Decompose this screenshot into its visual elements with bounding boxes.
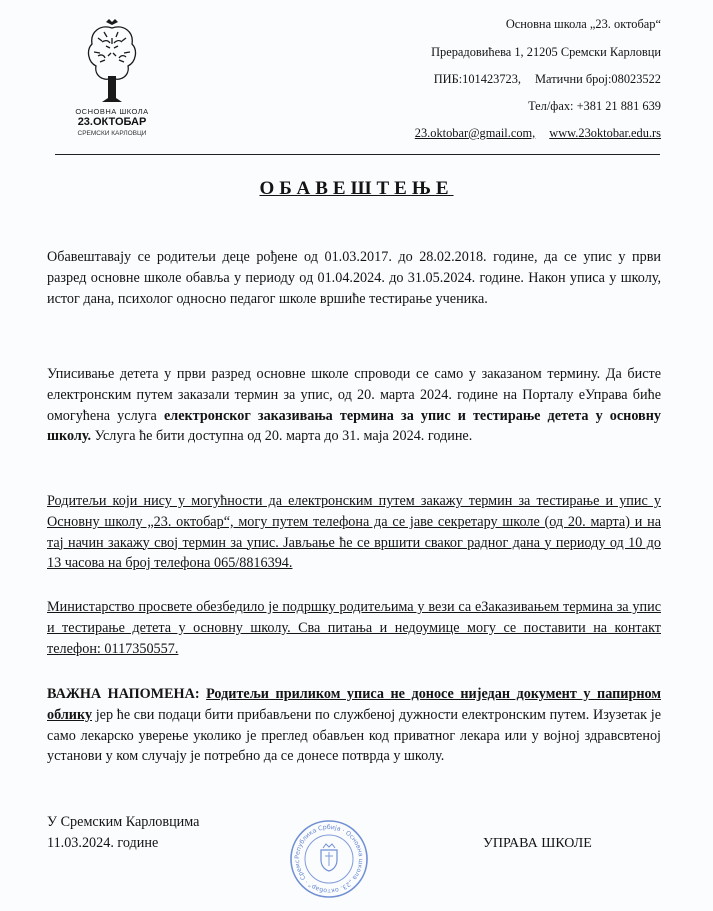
stamp-seal-icon xyxy=(288,818,370,900)
header-address: Прерадовићева 1, 21205 Сремски Карловци xyxy=(431,45,661,59)
header-ids xyxy=(434,72,661,87)
logo-school-name: 23.ОКТОБАР xyxy=(77,116,147,128)
paragraph-ministry-support: Министарство просвете обезбедило је подршку родитељима у вези са еЗаказивањем термина за упис и тестирање детета у основну школу. Сва питања и недоумице могу се поставити на контакт телефон: 0117350557. xyxy=(47,599,661,657)
header-phone: Тел/фах: +381 21 881 639 xyxy=(528,99,661,113)
signature-school-administration: УПРАВА ШКОЛЕ xyxy=(483,836,592,851)
paragraph-enrollment-period: Обавештавају се родитељи деце рођене од 01.03.2017. до 28.02.2018. године, да се упис у први разред основне школе обавља у периоду од 01.04.2024. до 31.05.2024. године. Након уписа у школу, истог дана, психолог односно педагог школе вршиће тестирање ученика. xyxy=(47,249,661,307)
header-school-name: Основна школа „23. октобар“ xyxy=(505,17,661,31)
important-note-highlight: Родитељи приликом уписа не доносе ниједан документ у папирном облику xyxy=(47,686,662,723)
school-logo xyxy=(62,18,162,136)
document-title-text: ОБАВЕШТЕЊЕ xyxy=(259,178,454,199)
paragraph-text: Услуга ће бити доступна од 20. марта до 31. маја 2024. године. xyxy=(91,428,473,445)
paragraph-online-scheduling xyxy=(47,364,661,447)
paragraph-emphasis: електронског заказивања термина за упис и тестирање детета у основну школу. xyxy=(47,407,661,445)
paragraph-phone-scheduling: Родитељи који нису у могућности да електронским путем закажу термин за тестирање и упис у Основну школу „23. октобар“, могу путем телефона да се јаве секретару школе (од 20. марта) и на тај начин закажу свој термин за упис. Јављање ће се вршити сваког радног дана у периоду од 10 до 13 часова на број телефона 065/8816394. xyxy=(47,493,661,572)
closing-date: 11.03.2024. године xyxy=(47,834,159,851)
header-pib: ПИБ:101423723, xyxy=(433,72,522,86)
header-email-link[interactable]: 23.oktobar@gmail.com, xyxy=(414,126,536,140)
document-title xyxy=(0,178,713,200)
tree-emblem-icon xyxy=(84,18,140,104)
header-registry-number: Матични број:08023522 xyxy=(535,72,661,86)
header-divider xyxy=(55,154,660,155)
logo-town: СРЕМСКИ КАРЛОВЦИ xyxy=(77,130,147,137)
important-note-label: ВАЖНА НАПОМЕНА: xyxy=(47,686,200,702)
logo-school-type: ОСНОВНА ШКОЛА xyxy=(75,107,149,116)
official-stamp xyxy=(288,818,370,900)
paragraph-text: јер ће сви подаци бити прибављени по службеној дужности електронским путем. Изузетак је само лекарско уверење уколико је преглед обављен код приватног лекара или у војној здравсвтеној установи у ком случају је потребно да се донесе потврда у школу. xyxy=(47,706,661,765)
header-website-link[interactable]: www.23oktobar.edu.rs xyxy=(549,126,661,140)
stamp-text: Република Србија · Основна школа „23. октобар“ · Сремс xyxy=(293,823,365,895)
header-contacts xyxy=(415,126,661,141)
closing-place: У Сремским Карловцима xyxy=(47,814,200,830)
paragraph-important-note xyxy=(47,684,661,767)
paragraph-text: Уписивање детета у први разред основне школе спроводи се само у заказаном термину. Да бисте електронским путем заказали термин за упис, од 20. марта 2024. године на Порталу еУправа биће омогућена услуга xyxy=(47,366,661,424)
closing-block xyxy=(47,812,199,854)
